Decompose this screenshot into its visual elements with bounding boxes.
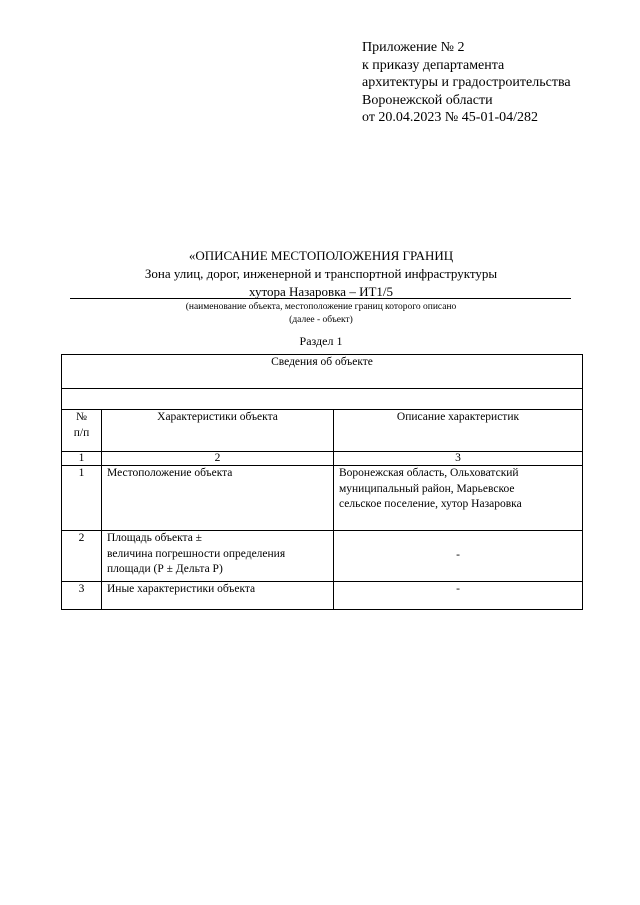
row-description — [334, 466, 583, 531]
note-line-2: (далее - объект) — [289, 315, 353, 325]
col-characteristics-header: Характеристики объекта — [102, 410, 334, 452]
table-row — [62, 582, 583, 610]
title-line-1: «ОПИСАНИЕ МЕСТОПОЛОЖЕНИЯ ГРАНИЦ — [188, 248, 454, 263]
appendix-line: Приложение № 2 — [362, 40, 465, 55]
col-num-abbr: п/п — [73, 426, 90, 439]
col-index: 1 — [62, 452, 102, 466]
appendix-line: архитектуры и градостроительства — [362, 75, 571, 90]
row-characteristic — [102, 531, 334, 582]
title-note — [60, 301, 582, 327]
title-line-2: Зона улиц, дорог, инженерной и транспортной инфраструктуры — [144, 266, 498, 281]
characteristic-line: величина погрешности определения — [107, 547, 286, 560]
row-number: 3 — [62, 582, 102, 610]
table-row — [62, 466, 583, 531]
description-line: муниципальный район, Марьевское — [339, 482, 515, 495]
description-line: Воронежская область, Ольховатский — [339, 467, 519, 479]
appendix-block — [362, 39, 571, 127]
appendix-line: к приказу департамента — [362, 57, 505, 73]
row-description: - — [334, 531, 583, 582]
appendix-line: Воронежской области — [362, 92, 493, 108]
characteristic-line: Местоположение объекта — [107, 467, 233, 479]
row-number: 1 — [62, 466, 102, 531]
row-characteristic — [102, 582, 334, 610]
col-num-header — [62, 410, 102, 452]
col-num-symbol: № — [76, 411, 87, 423]
characteristic-line: Площадь объекта ± — [107, 532, 202, 544]
table-header: Сведения об объекте — [62, 355, 583, 389]
col-description-header: Описание характеристик — [334, 410, 583, 452]
document-title — [60, 247, 582, 301]
col-index: 2 — [102, 452, 334, 466]
column-index-row — [62, 452, 583, 466]
row-description: - — [334, 582, 583, 610]
table-row — [62, 531, 583, 582]
row-characteristic — [102, 466, 334, 531]
characteristic-line: Иные характеристики объекта — [107, 583, 256, 595]
row-number: 2 — [62, 531, 102, 582]
column-header-row — [62, 410, 583, 452]
title-line-3: хутора Назаровка – ИТ1/5 — [248, 284, 394, 299]
section-label: Раздел 1 — [299, 334, 343, 348]
table-header-row — [62, 355, 583, 389]
note-line-1: (наименование объекта, местоположение границ которого описано — [185, 302, 457, 312]
appendix-line: от 20.04.2023 № 45-01-04/282 — [362, 110, 539, 125]
characteristic-line: площади (Р ± Дельта Р) — [107, 563, 223, 575]
title-underline — [70, 298, 571, 299]
table-empty-cell — [62, 389, 583, 410]
col-index: 3 — [334, 452, 583, 466]
object-info-table — [61, 354, 583, 610]
description-line: сельское поселение, хутор Назаровка — [339, 498, 522, 510]
table-empty-row — [62, 389, 583, 410]
